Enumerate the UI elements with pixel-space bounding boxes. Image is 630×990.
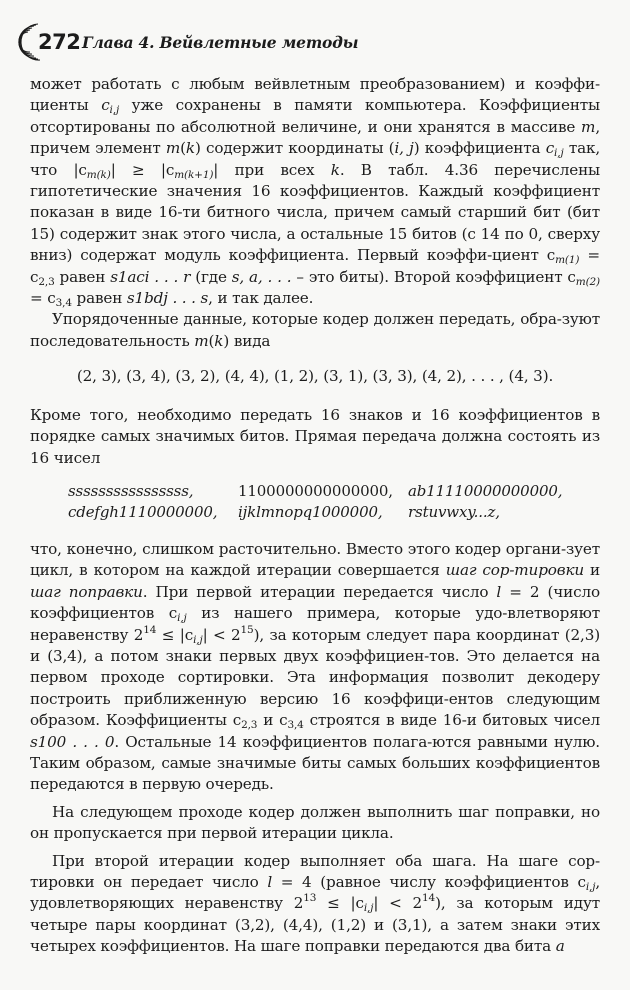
bit-string: ssssssssssssssss, [68, 481, 194, 500]
bit-string: 1100000000000000, [238, 481, 393, 500]
paragraph-6: При второй итерации кодер выполняет оба шага. На шаге сор-тировки он передает число l = 4 (равное числу коэффициентов $c_{i,j}$, удовлетворяющих неравенству $2^{13} \le |c_{i,j}| < 2^{14}$), за которым идут четыре пары координат (3,2), (4,4), (1,2) и (3,1), а затем знаки этих четырех коэффициентов. На шаге поправки передаются два бита a [30, 851, 601, 956]
bit-string: rstuvwxy...z, [408, 502, 500, 521]
page-number: 272 [38, 30, 81, 54]
page-header [18, 20, 608, 64]
body-text [30, 74, 600, 958]
paragraph-4: что, конечно, слишком расточительно. Вместо этого кодер органи-зует цикл, в котором на каждой итерации совершается шаг сор-тировки и шаг поправки. При первой итерации передается число l = 2 (число коэффициентов $c_{i,j}$ из нашего примера, которые удо-влетворяют неравенству $2^{14} \le |c_{i,j}| < 2^{15}$), за которым следует пара координат (2,3) и (3,4), а потом знаки первых двух коэффициен-тов. Это делается на первом проходе сортировки. Эта информация позволит декодеру построить приближенную версию 16 коэффици-ентов следующим образом. Коэффициенты $c_{2,3}$ и $c_{3,4}$ строятся в виде 16-и битовых чисел s100 . . . 0. Остальные 14 коэффициентов полага-ются равными нулю. Таким образом, самые значимые биты самых больших коэффициентов передаются в первую очередь. [30, 539, 601, 794]
coordinate-sequence: (2, 3), (3, 4), (3, 2), (4, 4), (1, 2), (3, 1), (3, 3), (4, 2), . . . , (4, 3). [76, 367, 554, 386]
paragraph-2: Упорядоченные данные, которые кодер должен передать, обра-зуют последовательность m(k) вида [30, 310, 600, 350]
paragraph-1: может работать с любым вейвлетным преобразованием) и коэффи-циенты $c_{i,j}$ уже сохранены в памяти компьютера. Коэффициенты отсортированы по абсолютной величине, и они хранятся в массиве m, причем элемент m(k) содержит координаты (i, j) коэффициента $c_{i,j}$ так, что $|c_{m(k)}| \ge |c_{m(k+1)}|$ при всех k. В табл. 4.36 перечислены гипотетические значения 16 коэффициентов. Каждый коэффициент показан в виде 16-ти битного числа, причем самый старший бит (бит 15) содержит знак этого числа, а остальные 15 битов (с 14 по 0, сверху вниз) содержат модуль коэффициента. Первый коэффи-циент $c_{m(1)} = c_{2,3}$ равен s1aci . . . r (где s, a, . . . – это биты). Второй коэффициент $c_{m(2)} = c_{3,4}$ равен s1bdj . . . s, и так далее. [30, 75, 601, 310]
bit-strings-table [68, 481, 600, 523]
bit-string: cdefgh1110000000, [68, 502, 218, 521]
running-title: Глава 4. Вейвлетные методы [82, 33, 359, 52]
bit-string: ab11110000000000, [408, 481, 563, 500]
paragraph-5: На следующем проходе кодер должен выполнить шаг поправки, но он пропускается при первой итерации цикла. [30, 802, 600, 843]
bit-string: ijklmnopq1000000, [238, 502, 383, 521]
paragraph-3: Кроме того, необходимо передать 16 знаков и 16 коэффициентов в порядке самых значимых битов. Прямая передача должна состоять из 16 чисел [30, 405, 600, 467]
